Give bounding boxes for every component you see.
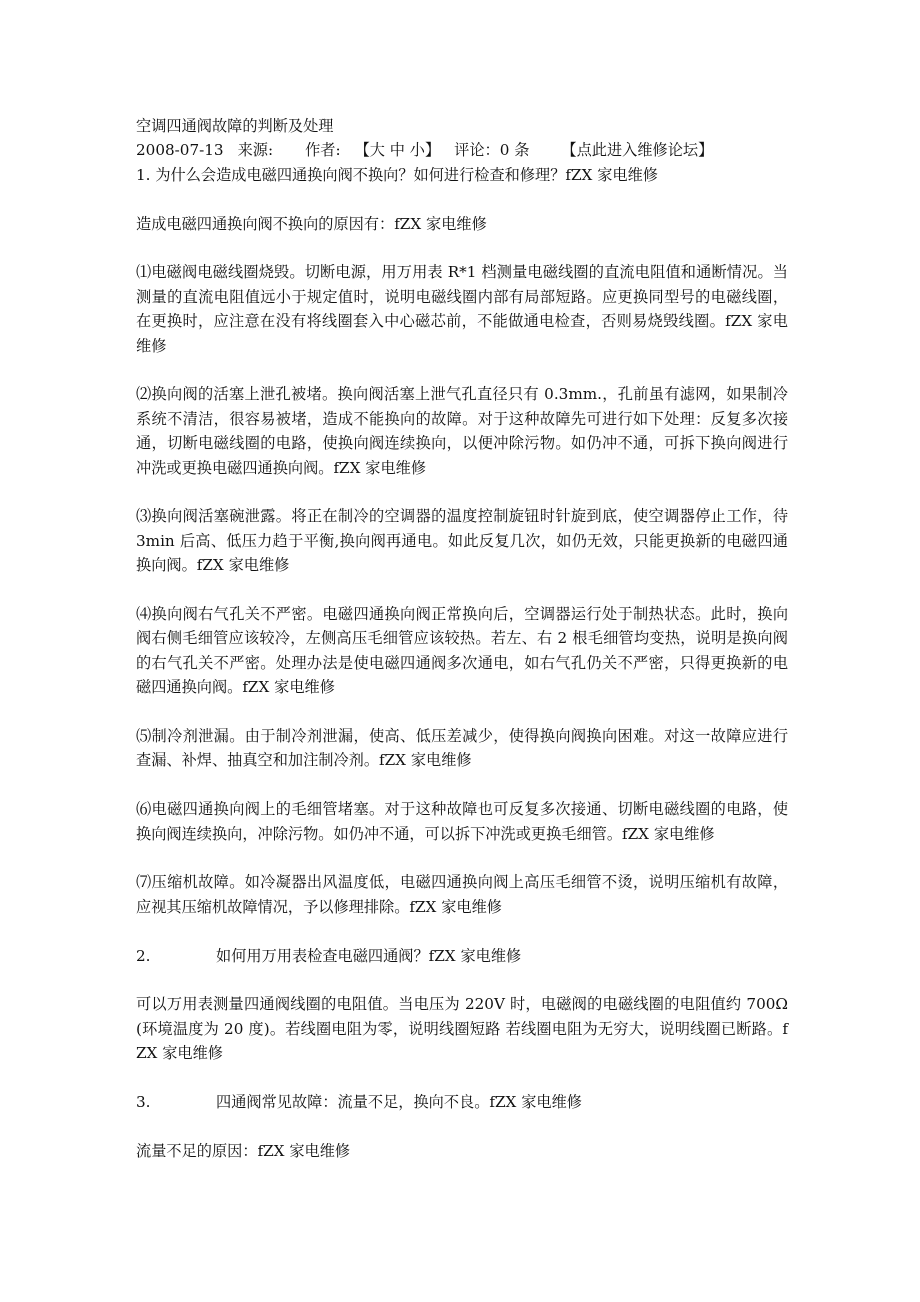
cause-paragraph-5: ⑸制冷剂泄漏。由于制冷剂泄漏，使高、低压差减少，使得换向阀换向困难。对这一故障应进行查漏、补焊、抽真空和加注制冷剂。fZX 家电维修	[136, 727, 788, 770]
article-body	[136, 114, 788, 1163]
author-label: 作者:	[305, 141, 341, 160]
cause-paragraph-1: ⑴电磁阀电磁线圈烧毁。切断电源，用万用表 R*1 档测量电磁线圈的直流电阻值和通断情况。当测量的直流电阻值远小于规定值时，说明电磁线圈内部有局部短路。应更换同型号的电磁线圈，在更换时，应注意在没有将线圈套入中心磁芯前，不能做通电检查，否则易烧毁线圈。fZX 家电维修	[136, 263, 788, 355]
cause-paragraph-3: ⑶换向阀活塞碗泄露。将正在制冷的空调器的温度控制旋钮时针旋到底，使空调器停止工作，待 3min 后高、低压力趋于平衡,换向阀再通电。如此反复几次，如仍无效，只能更换新的电磁四通换向阀。fZX 家电维修	[136, 507, 788, 575]
question-1: 1. 为什么会造成电磁四通换向阀不换向？如何进行检查和修理？fZX 家电维修	[136, 165, 658, 184]
cause-paragraph-6: ⑹电磁四通换向阀上的毛细管堵塞。对于这种故障也可反复多次接通、切断电磁线圈的电路，使换向阀连续换向，冲除污物。如仍冲不通，可以拆下冲洗或更换毛细管。fZX 家电维修	[136, 800, 788, 843]
article-title: 空调四通阀故障的判断及处理	[136, 117, 334, 135]
font-size-control[interactable]: 【大 中 小】	[354, 141, 441, 160]
forum-link[interactable]: 【点此进入维修论坛】	[561, 141, 714, 160]
question-2	[136, 944, 788, 968]
question-2-number: 2.	[136, 946, 151, 965]
answer-3-heading: 流量不足的原因：fZX 家电维修	[136, 1141, 351, 1160]
cause-paragraph-2: ⑵换向阀的活塞上泄孔被堵。换向阀活塞上泄气孔直径只有 0.3mm.，孔前虽有滤网，如果制冷系统不清洁，很容易被堵，造成不能换向的故障。对于这种故障先可进行如下处理：反复多次接通，切断电磁线圈的电路，使换向阀连续换向，以便冲除污物。如仍冲不通，可拆下换向阀进行冲洗或更换电磁四通换向阀。fZX 家电维修	[136, 385, 788, 477]
article-meta	[136, 138, 788, 162]
question-3-text: 四通阀常见故障：流量不足，换向不良。fZX 家电维修	[216, 1093, 582, 1112]
cause-paragraph-7: ⑺压缩机故障。如冷凝器出风温度低，电磁四通换向阀上高压毛细管不烫，说明压缩机有故障，应视其压缩机故障情况，予以修理排除。fZX 家电维修	[136, 873, 788, 916]
causes-intro: 造成电磁四通换向阀不换向的原因有：fZX 家电维修	[136, 214, 487, 233]
source-label: 来源:	[237, 141, 274, 160]
answer-2-paragraph: 可以万用表测量四通阀线圈的电阻值。当电压为 220V 时，电磁阀的电磁线圈的电阻值约 700Ω(环境温度为 20 度)。若线圈电阻为零，说明线圈短路 若线圈电阻为无穷大，说明线圈已断路。fZX 家电维修	[136, 995, 788, 1063]
question-2-text: 如何用万用表检查电磁四通阀？fZX 家电维修	[216, 946, 522, 965]
publish-date: 2008-07-13	[136, 141, 224, 160]
comment-count[interactable]: 评论：0 条	[454, 141, 530, 160]
question-3	[136, 1090, 788, 1114]
question-3-number: 3.	[136, 1093, 151, 1112]
cause-paragraph-4: ⑷换向阀右气孔关不严密。电磁四通换向阀正常换向后，空调器运行处于制热状态。此时，换向阀右侧毛细管应该较冷，左侧高压毛细管应该较热。若左、右 2 根毛细管均变热，说明是换向阀的右气孔关不严密。处理办法是使电磁四通阀多次通电，如右气孔仍关不严密，只得更换新的电磁四通换向阀。fZX 家电维修	[136, 605, 788, 697]
